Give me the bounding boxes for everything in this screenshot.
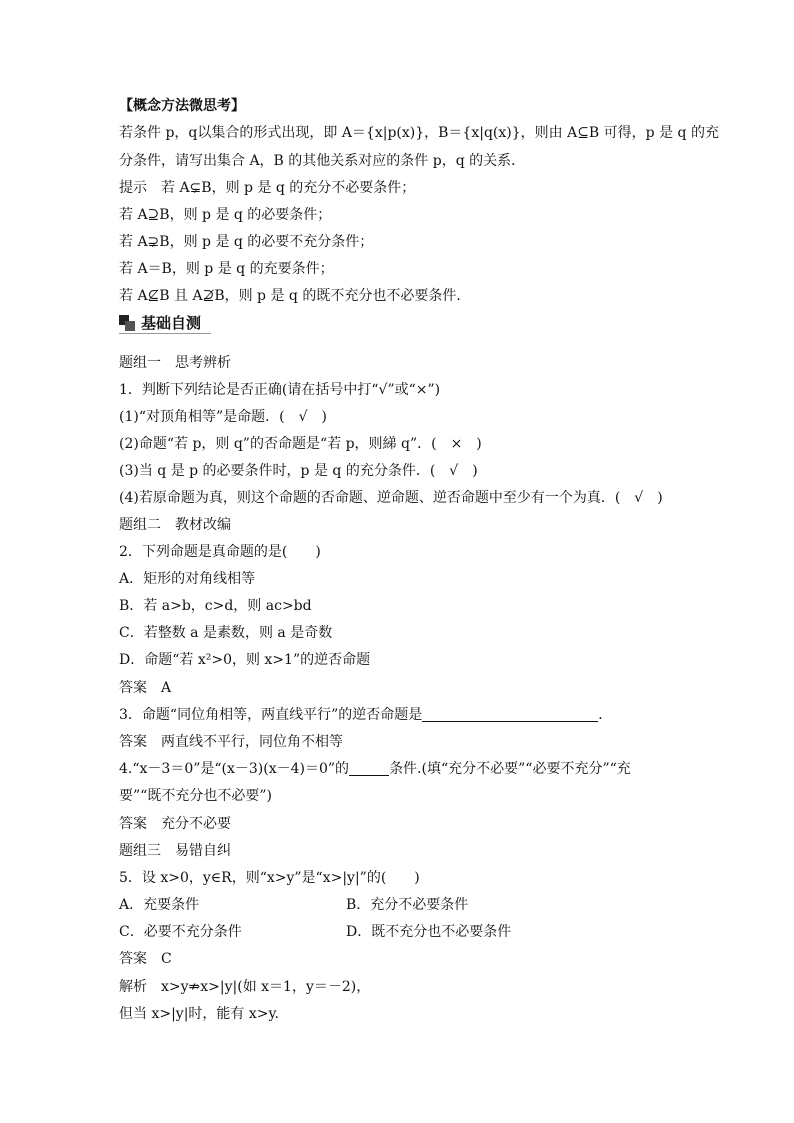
question-1-item-2: (2)命题“若 p，则 q”的否命题是“若 p，则綈 q”．( × ) <box>119 436 482 452</box>
concept-question-line-2: 分条件，请写出集合 A，B 的其他关系对应的条件 p，q 的关系． <box>119 153 526 169</box>
question-5-option-c: C．必要不充分条件 <box>119 924 242 940</box>
question-2-option-a: A．矩形的对角线相等 <box>119 571 256 587</box>
answer-3: 答案 两直线不平行，同位角不相等 <box>119 734 343 750</box>
section-square-icon <box>119 315 135 331</box>
question-2-option-c: C．若整数 a 是素数，则 a 是奇数 <box>119 625 333 641</box>
hint-line-1: 提示 若 A⊊B，则 p 是 q 的充分不必要条件； <box>119 180 416 196</box>
question-1-item-4: (4)若原命题为真，则这个命题的否命题、逆命题、逆否命题中至少有一个为真．( √ ) <box>119 490 663 506</box>
question-5-option-a: A．充要条件 <box>119 897 200 913</box>
question-5-option-d: D．既不充分也不必要条件 <box>346 924 512 940</box>
answer-5: 答案 C <box>119 951 172 967</box>
section-underline <box>119 333 211 334</box>
explanation-line-1: 解析 x>y⇏x>|y|(如 x＝1，y＝－2)， <box>119 979 371 995</box>
group-2-heading: 题组二 教材改编 <box>119 517 231 533</box>
question-2: 2．下列命题是真命题的是( ) <box>119 544 321 560</box>
answer-4: 答案 充分不必要 <box>119 816 231 832</box>
question-1-item-1: (1)“对顶角相等”是命题．( √ ) <box>119 409 327 425</box>
hint-line-2: 若 A⊇B，则 p 是 q 的必要条件； <box>119 207 332 223</box>
question-3-text: 3．命题“同位角相等，两直线平行”的逆否命题是 <box>119 707 423 723</box>
concept-question-line-1: 若条件 p，q以集合的形式出现，即 A＝{x|p(x)}，B＝{x|q(x)}，则由 A⊆B 可得，p 是 q 的充 <box>119 125 719 141</box>
question-4-blank <box>349 761 389 776</box>
hint-line-4: 若 A＝B，则 p 是 q 的充要条件； <box>119 261 334 277</box>
section-title: 基础自测 <box>141 314 202 332</box>
question-3-blank <box>422 707 598 722</box>
question-4-line-1 <box>119 760 631 778</box>
question-1-item-3: (3)当 q 是 p 的必要条件时，p 是 q 的充分条件．( √ ) <box>119 463 478 479</box>
group-1-heading: 题组一 思考辨析 <box>119 355 231 371</box>
question-4-line-2: 要”“既不充分也不必要”) <box>119 788 272 804</box>
question-5-option-b: B．充分不必要条件 <box>346 897 469 913</box>
question-2-option-b: B．若 a>b，c>d，则 ac>bd <box>119 598 312 614</box>
question-5: 5．设 x>0，y∈R，则“x>y”是“x>|y|”的( ) <box>119 870 420 886</box>
hint-line-5: 若 A⊈B 且 A⊉B，则 p 是 q 的既不充分也不必要条件． <box>119 288 471 304</box>
question-3 <box>119 706 612 724</box>
question-3-end: ． <box>598 707 613 723</box>
hint-line-3: 若 A⊋B，则 p 是 q 的必要不充分条件； <box>119 234 374 250</box>
question-4-text: 4.“x－3＝0”是“(x－3)(x－4)＝0”的 <box>119 761 350 777</box>
section-heading <box>119 313 209 335</box>
concept-header: 【概念方法微思考】 <box>119 98 245 114</box>
explanation-line-2: 但当 x>|y|时，能有 x>y. <box>119 1006 279 1022</box>
question-1: 1．判断下列结论是否正确(请在括号中打“√”或“×”) <box>119 382 441 398</box>
group-3-heading: 题组三 易错自纠 <box>119 843 231 859</box>
question-2-option-d: D．命题“若 x²>0，则 x>1”的逆否命题 <box>119 652 371 668</box>
question-4-text-cont: 条件.(填“充分不必要”“必要不充分”“充 <box>389 761 631 777</box>
answer-2: 答案 A <box>119 680 172 696</box>
